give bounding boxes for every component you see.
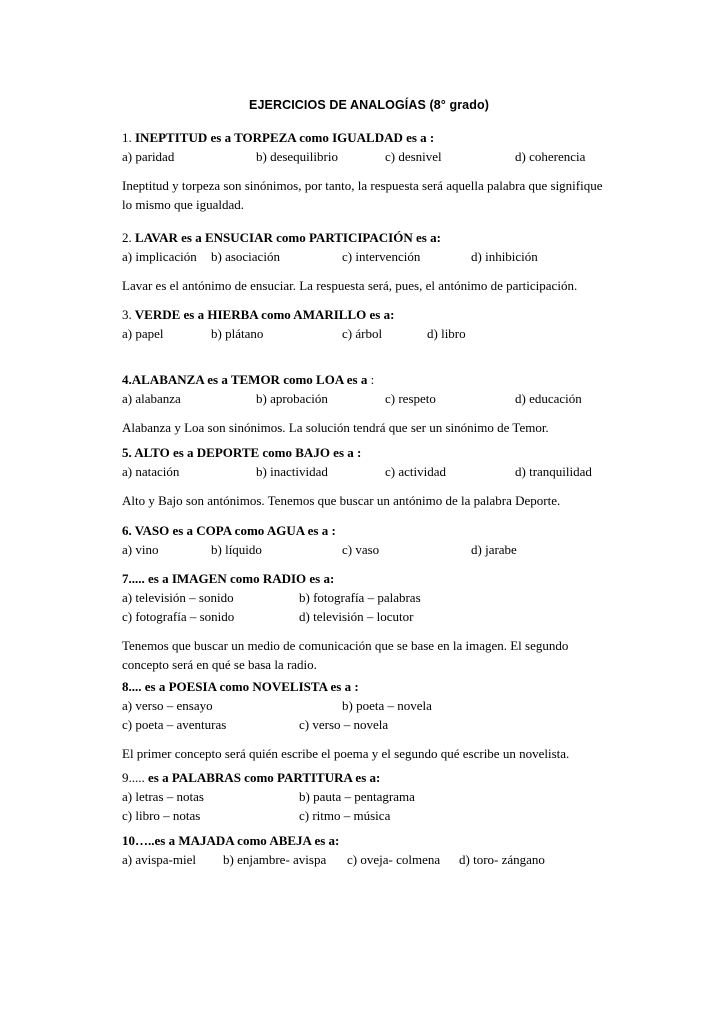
question-number: 6. (122, 523, 132, 538)
option-d: c) ritmo – música (299, 808, 391, 823)
question-text: VASO es a COPA como AGUA es a : (131, 523, 336, 538)
question-stem (122, 305, 642, 324)
option-d: d) libro (427, 326, 466, 341)
question-text: ALABANZA es a TEMOR como LOA es a (131, 372, 368, 387)
question-1 (122, 128, 642, 214)
option-a: a) implicación (122, 249, 197, 264)
question-text: es a IMAGEN como RADIO es a: (148, 571, 335, 586)
question-6 (122, 521, 642, 559)
option-c: c) respeto (385, 391, 436, 406)
question-number: 1. (122, 130, 132, 145)
option-c: c) vaso (342, 542, 380, 557)
question-2 (122, 228, 642, 295)
question-stem (122, 443, 642, 462)
option-c: c) árbol (342, 326, 383, 341)
option-c: c) desnivel (385, 149, 442, 164)
question-4 (122, 370, 642, 437)
question-text: ALTO es a DEPORTE como BAJO es a : (131, 445, 362, 460)
option-d: d) toro- zángano (459, 852, 545, 867)
options-row (122, 462, 642, 481)
question-9 (122, 768, 642, 825)
question-number: 2. (122, 230, 132, 245)
option-a: a) alabanza (122, 391, 181, 406)
options-row (122, 389, 642, 408)
question-text: es a POESIA como NOVELISTA es a : (144, 679, 359, 694)
question-number: 4. (122, 372, 132, 387)
question-7 (122, 569, 642, 674)
options-row (122, 806, 642, 825)
option-b: b) aprobación (256, 391, 328, 406)
option-b: b) plátano (211, 326, 264, 341)
option-b: b) fotografía – palabras (299, 590, 421, 605)
explanation-line: El primer concepto será quién escribe el poema y el segundo qué escribe un novelista. (122, 746, 570, 761)
options-row (122, 247, 642, 266)
options-row (122, 787, 642, 806)
question-text: es a PALABRAS como PARTITURA es a: (148, 770, 381, 785)
option-c: c) oveja- colmena (347, 852, 441, 867)
option-b: b) inactividad (256, 464, 328, 479)
explanation-line: Ineptitud y torpeza son sinónimos, por tanto, la respuesta será aquella palabra que signifique (122, 178, 603, 193)
page-title (0, 98, 728, 112)
option-d: d) tranquilidad (515, 464, 592, 479)
option-c: c) actividad (385, 464, 446, 479)
options-row (122, 540, 642, 559)
explanation-line: Alabanza y Loa son sinónimos. La solución tendrá que ser un sinónimo de Temor. (122, 420, 549, 435)
explanation-line: concepto será en qué se basa la radio. (122, 657, 317, 672)
option-a: a) verso – ensayo (122, 698, 213, 713)
question-number: 10….. (122, 833, 155, 848)
option-a: a) natación (122, 464, 180, 479)
question-stem (122, 370, 642, 389)
question-number: 9..... (122, 770, 148, 785)
options-row (122, 850, 642, 869)
option-c: c) intervención (342, 249, 421, 264)
options-row (122, 607, 642, 626)
options-row (122, 696, 642, 715)
explanation (122, 491, 642, 510)
question-text: es a MAJADA como ABEJA es a: (154, 833, 340, 848)
question-number: 8.... (122, 679, 145, 694)
option-d: d) inhibición (471, 249, 538, 264)
options-row (122, 715, 642, 734)
explanation (122, 276, 642, 295)
question-text: INEPTITUD es a TORPEZA como IGUALDAD es a : (131, 130, 435, 145)
title-text: EJERCICIOS DE ANALOGÍAS (8° grado) (249, 98, 489, 112)
option-a: a) vino (122, 542, 159, 557)
option-c: c) fotografía – sonido (122, 609, 235, 624)
option-d: d) coherencia (515, 149, 586, 164)
option-b: b) desequilibrio (256, 149, 338, 164)
question-stem (122, 569, 642, 588)
question-5 (122, 443, 642, 510)
question-10 (122, 831, 642, 869)
question-number: 5. (122, 445, 132, 460)
explanation (122, 176, 642, 214)
question-stem (122, 768, 642, 787)
explanation-line: lo mismo que igualdad. (122, 197, 245, 212)
question-3 (122, 305, 642, 343)
option-a: a) avispa-miel (122, 852, 196, 867)
options-row (122, 147, 642, 166)
question-number: 3. (122, 307, 132, 322)
option-d: d) educación (515, 391, 582, 406)
question-text: LAVAR es a ENSUCIAR como PARTICIPACIÓN es a: (131, 230, 441, 245)
explanation (122, 418, 642, 437)
question-suffix: : (367, 372, 375, 387)
option-a: a) televisión – sonido (122, 590, 234, 605)
option-d: c) verso – novela (299, 717, 389, 732)
explanation (122, 744, 642, 763)
option-c: c) poeta – aventuras (122, 717, 227, 732)
explanation-line: Lavar es el antónimo de ensuciar. La respuesta será, pues, el antónimo de participación. (122, 278, 578, 293)
question-stem (122, 521, 642, 540)
option-a: a) papel (122, 326, 164, 341)
explanation-line: Tenemos que buscar un medio de comunicación que se base en la imagen. El segundo (122, 638, 569, 653)
question-stem (122, 677, 642, 696)
explanation-line: Alto y Bajo son antónimos. Tenemos que buscar un antónimo de la palabra Deporte. (122, 493, 561, 508)
option-a: a) paridad (122, 149, 175, 164)
option-a: a) letras – notas (122, 789, 204, 804)
question-stem (122, 228, 642, 247)
explanation (122, 636, 642, 674)
question-text: VERDE es a HIERBA como AMARILLO es a: (131, 307, 395, 322)
option-b: b) asociación (211, 249, 280, 264)
option-d: d) jarabe (471, 542, 517, 557)
options-row (122, 324, 642, 343)
option-b: b) enjambre- avispa (223, 852, 327, 867)
question-number: 7..... (122, 571, 148, 586)
question-stem (122, 128, 642, 147)
option-b: b) líquido (211, 542, 262, 557)
option-d: d) televisión – locutor (299, 609, 414, 624)
question-8 (122, 677, 642, 763)
option-c: c) libro – notas (122, 808, 201, 823)
options-row (122, 588, 642, 607)
option-b: b) pauta – pentagrama (299, 789, 415, 804)
option-b: b) poeta – novela (342, 698, 432, 713)
question-stem (122, 831, 642, 850)
